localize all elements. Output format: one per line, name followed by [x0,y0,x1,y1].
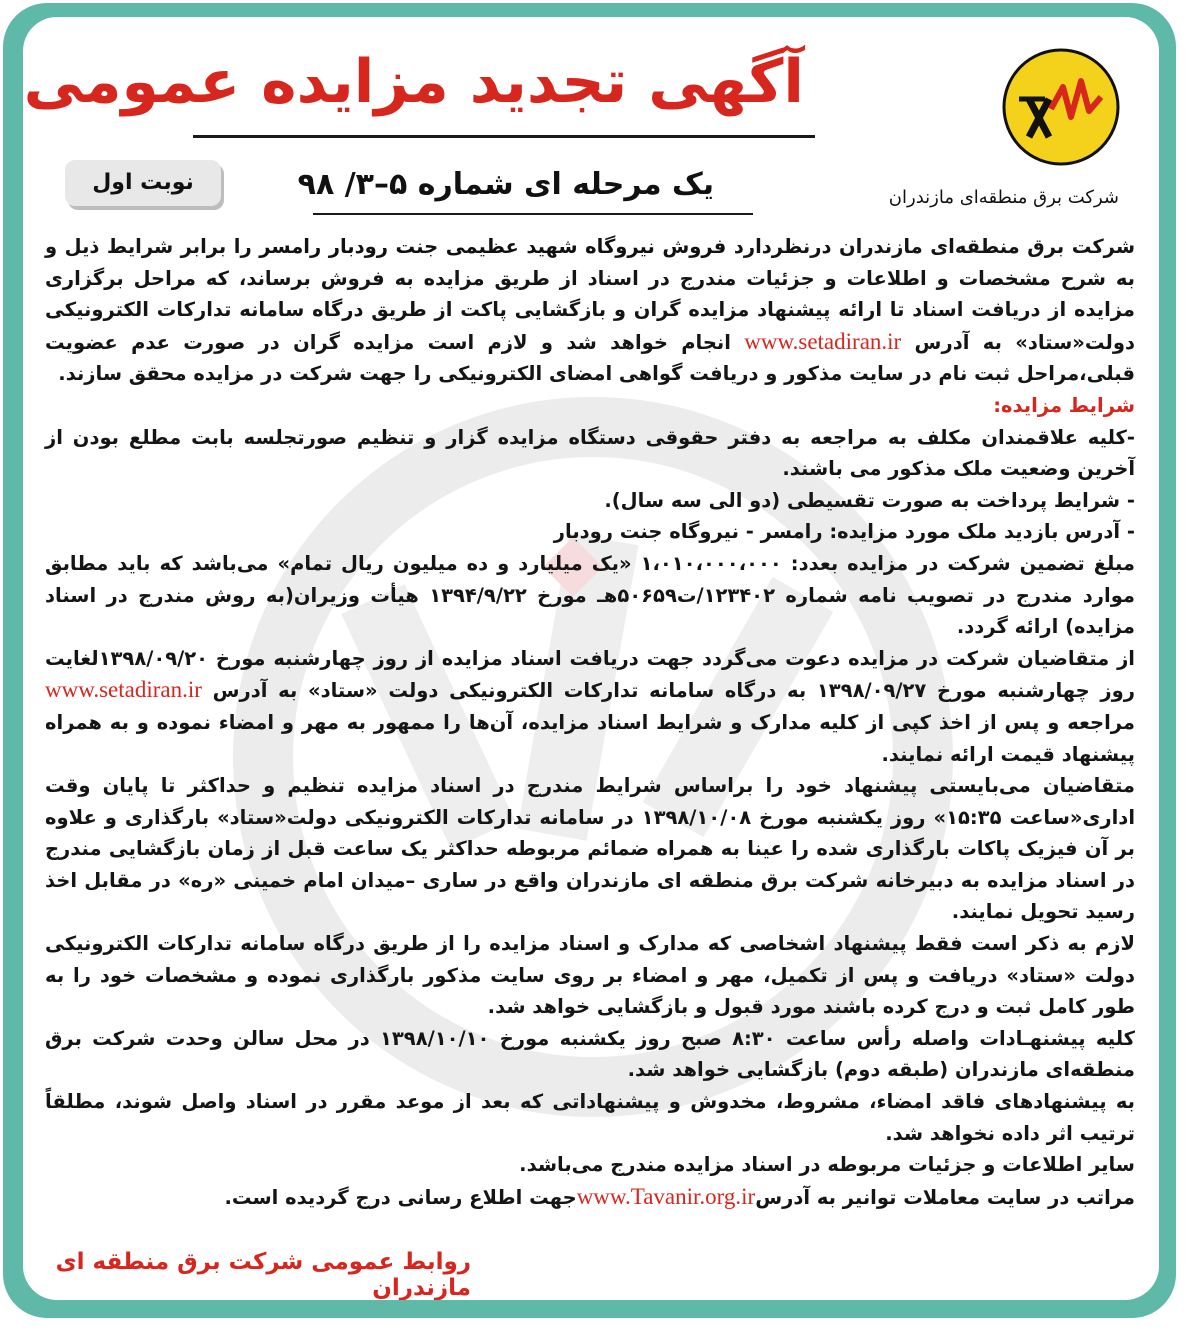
tavanir-paragraph [45,1181,1135,1214]
condition-3: - آدرس بازدید ملک مورد مزایده: رامسر - نیروگاه جنت رودبار [553,520,1135,544]
advertisement-paper [23,17,1159,1300]
opening-paragraph: کلیه پیشنهـادات واصله رأس ساعت ۸:۳۰ صبح روز یکشنبه مورخ ۱۳۹۸/۱۰/۱۰ در محل سالن وحدت شرکت برق منطقه‌ای مازندران (طبقه دوم) بازگشایی خواهد شد. [45,1026,1135,1082]
intro-text-3: انجام خواهد شد و لازم است مزایده گران در صورت عدم عضویت قبلی،مراحل ثبت نام در سایت مذکور و دریافت گواهی امضای الکترونیکی را جهت شرکت در مزایده محقق سازند. [45,330,1135,386]
intro-subject: فروش نیروگاه شهید عظیمی جنت رودبار رامسر [259,235,727,258]
intro-text: شرکت برق منطقه‌ای مازندران درنظردارد [726,235,1135,258]
guarantee-paragraph: مبلغ تضمین شرکت در مزایده بعدد: ۱،۰۱۰،۰۰۰،۰۰۰ «یک میلیارد و ده میلیون ریال تمام» می‌باشد که باید مطابق موارد مندرج در تصویب نامه شماره ۱۲۳۴۰۲/ت۵۰۶۵۹هـ مورخ ۱۳۹۴/۹/۲۲ هیأت وزیران(به روش مندرج در اسناد مزایده) ارائه گردد. [45,551,1136,639]
tavanir-text-2: جهت اطلاع رسانی درج گردیده است. [224,1185,577,1209]
intro-paragraph [45,231,1135,390]
setadiran-link-2[interactable]: www.setadiran.ir [45,677,202,703]
setadiran-link[interactable]: www.setadiran.ir [744,328,902,354]
intro-text-2: را برابر شرایط ذیل و به شرح مشخصات و اطلاعات و جزئیات مندرج در اسناد از طریق مزایده به فروش برساند، که مراحل برگزاری مزایده از دریافت اسناد تا ارائه پیشنهاد مزایده گران و بازگشایی پاکت از طریق درگاه سامانه تدارکات الکترونیکی دولت«ستاد» به آدرس [45,235,1135,354]
rejection-paragraph: به پیشنهادهای فاقد امضاء، مشروط، مخدوش و پیشنهاداتی که بعد از موعد مقرر در اسناد واصل شوند، مطلقاً ترتیب اثر داده نخواهد شد. [45,1090,1135,1145]
page-frame [3,3,1176,1318]
invitation-paragraph [45,643,1135,770]
invitation-text: از متقاضیان شرکت در مزایده دعوت می‌گردد جهت دریافت اسناد مزایده از روز چهارشنبه مورخ ۱۳۹۸/۰۹/۲۰لغایت روز چهارشنبه مورخ ۱۳۹۸/۰۹/۲۷ به درگاه سامانه تدارکات الکترونیکی دولت «ستاد» به آدرس [45,646,1135,703]
company-logo-icon [1001,47,1121,167]
conditions-heading: شرایط مزایده: [993,393,1135,417]
tavanir-link[interactable]: www.Tavanir.org.ir [576,1183,756,1209]
page-title: آگهی تجدید مزایده عمومی [23,47,804,117]
announcement-body [45,231,1135,1213]
other-info-paragraph: سایر اطلاعات و جزئیات مربوطه در اسناد مزایده مندرج می‌باشد. [519,1153,1135,1177]
submission-paragraph: متقاضیان می‌بایستی پیشنهاد خود را براساس شرایط مندرج در اسناد مزایده تنظیم و حداکثر تا پایان وقت اداری«ساعت ۱۵:۳۵» روز یکشنبه مورخ ۱۳۹۸/۱۰/۰۸ در سامانه تدارکات الکترونیکی دولت«ستاد» بارگذاری و علاوه بر آن فیزیک پاکات بارگذاری شده را عینا به همراه ضمائم مربوطه حداکثر یک ساعت قبل از زمان بازگشایی مندرج در اسناد مزایده به دبیرخانه شرکت برق منطقه ای مازندران واقع در ساری –میدان امام خمینی «ره» در مقابل اخذ رسید تحویل نمایند. [45,774,1135,924]
round-badge: نوبت اول [65,160,221,206]
title-underline [193,135,815,138]
note-paragraph: لازم به ذکر است فقط پیشنهاد اشخاصی که مدارک و اسناد مزایده را از طریق درگاه سامانه تدارکات الکترونیکی دولت «ستاد» دریافت و پس از تکمیل، مهر و امضاء بر روی سایت مذکور بارگذاری نموده و مشخصات خود را به طور کامل ثبت و درج کرده باشند مورد قبول و بازگشایی خواهد شد. [45,932,1135,1019]
condition-1: -کلیه علاقمندان مکلف به مراجعه به دفتر حقوقی دستگاه مزایده گزار و تنظیم صورتجلسه بابت مطلع بودن از آخرین وضعیت ملک مذکور می باشند. [45,425,1135,481]
footer-signature: روابط عمومی شرکت برق منطقه ای مازندران [55,1249,471,1300]
invitation-text-2: مراجعه و پس از اخذ کپی از کلیه مدارک و شرایط اسناد مزایده، آن‌ها را ممهور به مهر و امضاء نموده و به همراه پیشنهاد قیمت ارائه نمایند. [45,710,1135,766]
condition-2: - شرایط پرداخت به صورت تقسیطی (دو الی سه سال). [604,488,1135,512]
subtitle-underline [313,213,753,215]
auction-number: یک مرحله ای شماره ۵–۳/ ۹۸ [297,167,714,202]
tavanir-text: مراتب در سایت معاملات توانیر به آدرس [755,1185,1135,1209]
company-name: شرکت برق منطقه‌ای مازندران [888,187,1119,208]
